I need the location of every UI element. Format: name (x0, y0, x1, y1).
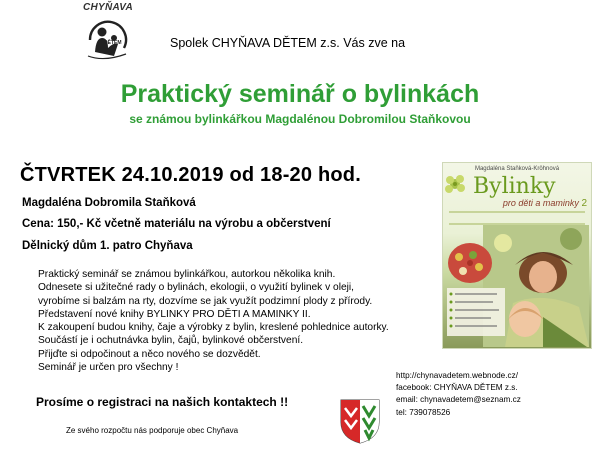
book-title: Bylinky (473, 174, 556, 199)
event-date: ČTVRTEK 24.10.2019 od 18-20 hod. (20, 164, 361, 186)
page-title: Praktický seminář o bylinkách (120, 80, 480, 108)
description-line: vyrobíme si balzám na rty, dozvíme se jak využít podzimní plody z přírody. (38, 295, 373, 307)
logo-badge: DĚTEM (104, 40, 122, 46)
contact-phone: tel: 739078526 (396, 407, 451, 417)
lecturer-name: Magdaléna Dobromila Staňková (22, 197, 196, 209)
event-place: Dělnický dům 1. patro Chyňava (22, 240, 193, 252)
logo-circle-icon (84, 14, 132, 64)
book-author: Magdaléna Staňková-Kröhnová (474, 166, 560, 172)
event-description (38, 268, 458, 374)
flower-icon (443, 171, 471, 197)
book-subtitle (447, 198, 587, 209)
contact-facebook[interactable]: facebook: CHYŇAVA DĚTEM z.s. (396, 383, 518, 393)
logo-text: CHYŇAVA (82, 2, 134, 13)
contact-email[interactable]: email: chynavadetem@seznam.cz (396, 395, 521, 405)
book-cover-image (442, 162, 592, 349)
description-line: Seminář je určen pro všechny ! (38, 362, 179, 374)
description-line: Představení nové knihy BYLINKY PRO DĚTI A MAMINKY II. (38, 308, 311, 320)
description-line: Přijďte si odpočinout a něco nového se dozvědět. (38, 348, 261, 360)
contact-website-link[interactable]: http://chynavadetem.webnode.cz/ (396, 371, 518, 380)
description-line: Součástí je i ochutnávka bylin, čajů, bylinkové občerstvení. (38, 335, 304, 347)
book-blurb-lines (449, 211, 585, 225)
description-line: K zakoupení budou knihy, čaje a výrobky z bylin, kreslené pohlednice autorky. (38, 322, 389, 334)
contact-block (396, 370, 521, 419)
support-note: Ze svého rozpočtu nás podporuje obec Chyňava (66, 426, 239, 435)
description-line: Odnesete si užitečné rady o bylinách, ekologii, o využití bylinek v oleji, (38, 282, 354, 294)
event-price: Cena: 150,- Kč včetně materiálu na výrobu a občerstvení (22, 218, 331, 230)
invitation-text: Spolek CHYŇAVA DĚTEM z.s. Vás zve na (170, 36, 406, 50)
description-line: Praktický seminář se známou bylinkářkou, autorkou několika knih. (38, 269, 336, 280)
municipal-crest-icon (339, 398, 381, 444)
registration-note: Prosíme o registraci na našich kontaktech !! (36, 395, 289, 409)
book-volume-number: 2 (581, 198, 587, 209)
book-subtitle-text: pro děti a maminky (502, 198, 579, 208)
page-subtitle: se známou bylinkářkou Magdalénou Dobromilou Staňkovou (129, 112, 471, 126)
organizer-logo (78, 2, 138, 64)
